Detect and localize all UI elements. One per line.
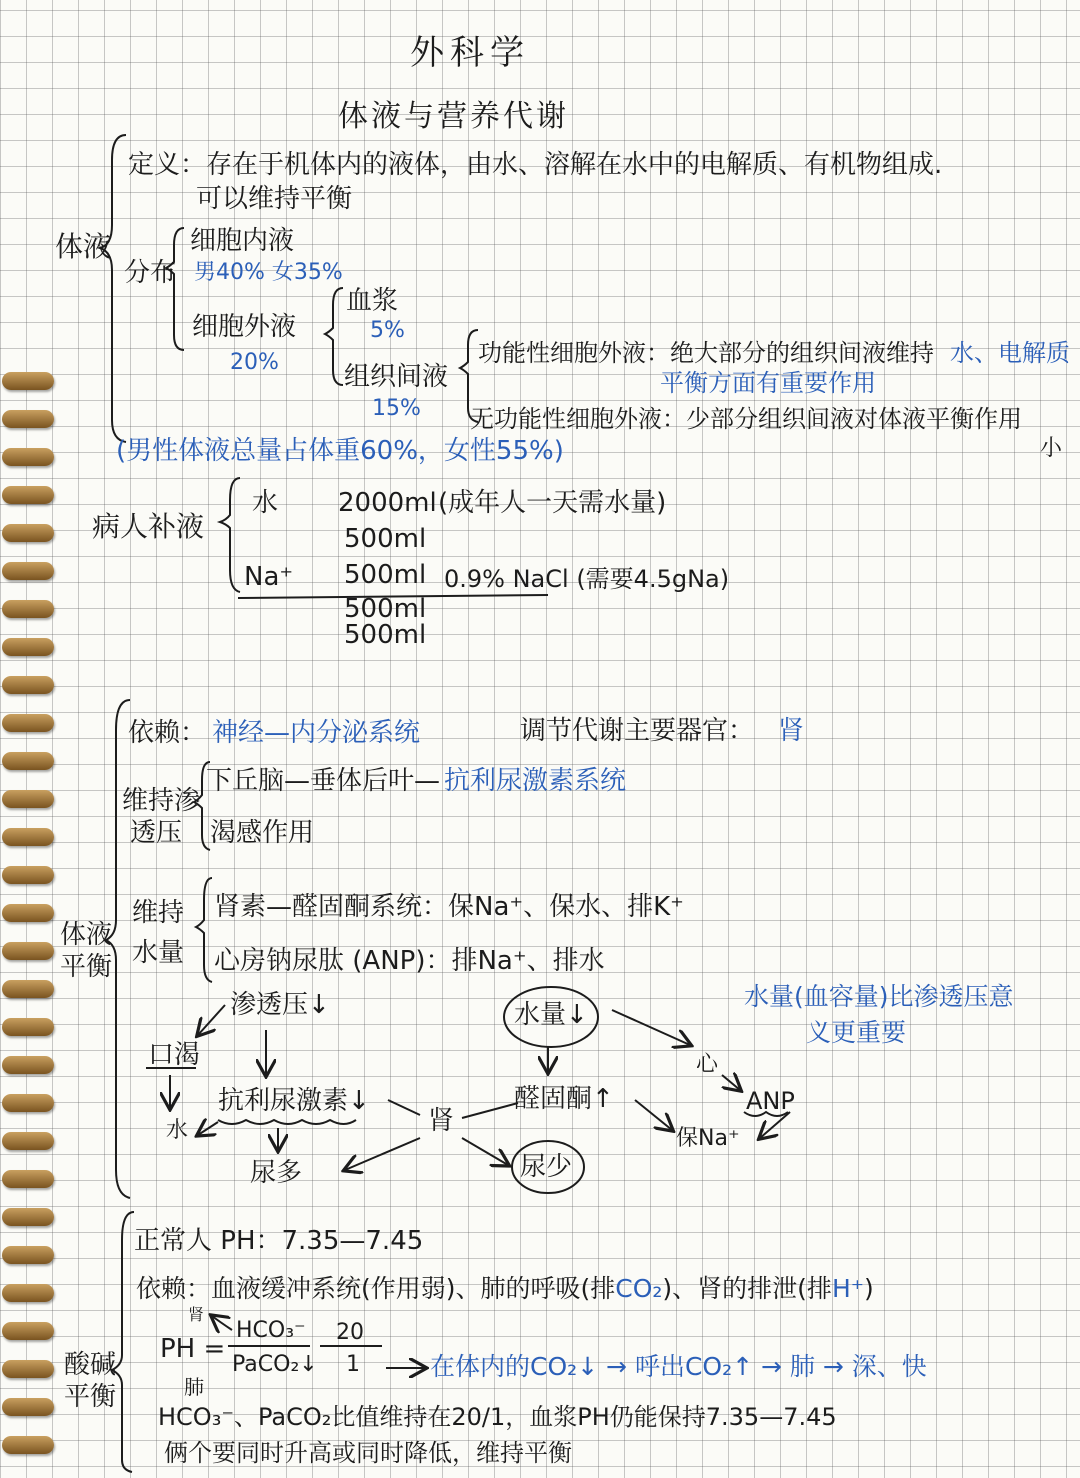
binder-ring bbox=[2, 828, 54, 846]
binder-ring bbox=[2, 790, 54, 808]
osmotic-item-1: 下丘脑—垂体后叶— bbox=[206, 766, 441, 796]
binder-ring bbox=[2, 1132, 54, 1150]
binder-ring bbox=[2, 1094, 54, 1112]
volume-label-1: 维持 bbox=[132, 898, 185, 928]
binder-ring bbox=[2, 1056, 54, 1074]
binder-ring bbox=[2, 714, 54, 732]
binder-ring bbox=[2, 1436, 54, 1454]
diagram-water: 水 bbox=[166, 1118, 189, 1143]
definition-continued: 可以维持平衡 bbox=[196, 184, 353, 214]
ph-label: PH = bbox=[160, 1334, 226, 1364]
amount-4: 500ml bbox=[344, 594, 427, 624]
spiral-binding bbox=[0, 0, 62, 1478]
binder-ring bbox=[2, 1246, 54, 1264]
organ-value: 肾 bbox=[778, 716, 805, 746]
binder-ring bbox=[2, 562, 54, 580]
binder-ring bbox=[2, 904, 54, 922]
balance-label-1: 体液 bbox=[60, 920, 113, 950]
binder-ring bbox=[2, 676, 54, 694]
diagram-osmotic-pressure: 渗透压↓ bbox=[230, 990, 330, 1020]
volume-item-2: 心房钠尿肽 (ANP)：排Na⁺、排水 bbox=[214, 946, 605, 976]
extracellular-percent: 20% bbox=[230, 350, 279, 375]
topic-label: 体液 bbox=[55, 230, 112, 263]
diagram-kidney: 肾 bbox=[428, 1106, 455, 1136]
co2-chain: 在体内的CO₂↓ → 呼出CO₂↑ → 肺 → 深、快 bbox=[430, 1352, 927, 1381]
functional-ecf: 功能性细胞外液：绝大部分的组织间液维持 bbox=[478, 339, 934, 367]
binder-ring bbox=[2, 638, 54, 656]
osmotic-item-1-blue: 抗利尿激素系统 bbox=[444, 766, 627, 796]
acid-base-rely bbox=[136, 1274, 874, 1304]
binder-ring bbox=[2, 980, 54, 998]
ph-denominator: PaCO₂↓ bbox=[232, 1352, 318, 1377]
plasma-label: 血浆 bbox=[346, 286, 399, 316]
nonfunctional-ecf: 无功能性细胞外液：少部分组织间液对体液平衡作用 bbox=[470, 405, 1022, 433]
functional-ecf-blue-2: 平衡方面有重要作用 bbox=[660, 369, 876, 397]
section-heading: 体液与营养代谢 bbox=[338, 99, 569, 134]
binder-ring bbox=[2, 752, 54, 770]
distribution-label: 分布 bbox=[124, 258, 177, 288]
balance-statement: 俩个要同时升高或同时降低，维持平衡 bbox=[164, 1439, 572, 1467]
volume-priority-note-1: 水量(血容量)比渗透压意 bbox=[744, 982, 1014, 1011]
binder-ring bbox=[2, 1322, 54, 1340]
kidney-small-label: 肾 bbox=[188, 1305, 205, 1324]
rely-value: 神经—内分泌系统 bbox=[212, 718, 421, 748]
intracellular-percent: 男40% 女35% bbox=[194, 260, 343, 285]
binder-ring bbox=[2, 1170, 54, 1188]
nonfunctional-ecf-tail: 小 bbox=[1040, 436, 1063, 461]
diagram-anp: ANP bbox=[746, 1087, 795, 1115]
ratio-denominator: 1 bbox=[346, 1352, 360, 1377]
osmotic-label-1: 维持渗 bbox=[122, 786, 201, 816]
binder-ring bbox=[2, 1018, 54, 1036]
binder-ring bbox=[2, 1398, 54, 1416]
binder-ring bbox=[2, 372, 54, 390]
diagram-urine-more: 尿多 bbox=[250, 1158, 303, 1188]
total-body-water-note: (男性体液总量占体重60%，女性55%) bbox=[116, 436, 564, 466]
binder-ring bbox=[2, 942, 54, 960]
organ-label: 调节代谢主要器官： bbox=[520, 716, 755, 746]
functional-ecf-blue: 水、电解质 bbox=[950, 339, 1070, 367]
ratio-statement: HCO₃⁻、PaCO₂比值维持在20/1，血浆PH仍能保持7.35—7.45 bbox=[158, 1403, 837, 1431]
volume-priority-note-2: 义更重要 bbox=[806, 1018, 907, 1047]
diagram-heart: 心 bbox=[696, 1052, 719, 1077]
ph-numerator: HCO₃⁻ bbox=[236, 1318, 306, 1343]
binder-ring bbox=[2, 486, 54, 504]
fluid-supply-label: 病人补液 bbox=[92, 510, 205, 543]
binder-ring bbox=[2, 524, 54, 542]
binder-ring bbox=[2, 1360, 54, 1378]
acid-base-rely-h: H⁺ bbox=[831, 1274, 864, 1303]
diagram-adh: 抗利尿激素↓ bbox=[218, 1086, 370, 1116]
diagram-water-volume: 水量↓ bbox=[514, 1000, 588, 1030]
acid-base-rely-text: 依赖：血液缓冲系统(作用弱)、肺的呼吸(排 bbox=[136, 1274, 616, 1303]
acid-base-rely-mid: )、肾的排泄(排 bbox=[662, 1274, 832, 1303]
amount-2: 500ml bbox=[344, 524, 427, 554]
binder-ring bbox=[2, 410, 54, 428]
acid-base-rely-co2: CO₂ bbox=[615, 1274, 663, 1303]
definition-text: 定义：存在于机体内的液体，由水、溶解在水中的电解质、有机物组成. bbox=[128, 150, 943, 180]
binder-ring bbox=[2, 1208, 54, 1226]
plasma-percent: 5% bbox=[370, 318, 405, 343]
page-title: 外科学 bbox=[410, 33, 530, 73]
sodium-label: Na⁺ bbox=[244, 562, 294, 592]
volume-item-1: 肾素—醛固酮系统：保Na⁺、保水、排K⁺ bbox=[214, 892, 684, 922]
water-amount: 2000ml bbox=[338, 488, 437, 518]
lung-small-label: 肺 bbox=[184, 1375, 204, 1399]
extracellular-label: 细胞外液 bbox=[192, 312, 297, 342]
acid-base-label-1: 酸碱 bbox=[64, 1350, 117, 1380]
normal-ph: 正常人 PH：7.35—7.45 bbox=[134, 1226, 424, 1256]
sodium-amount: 500ml bbox=[344, 560, 427, 590]
rely-label: 依赖： bbox=[128, 718, 207, 748]
binder-ring bbox=[2, 600, 54, 618]
sodium-note: 0.9% NaCl (需要4.5gNa) bbox=[444, 565, 730, 593]
interstitial-percent: 15% bbox=[372, 396, 421, 421]
intracellular-label: 细胞内液 bbox=[190, 226, 295, 256]
water-note: (成年人一天需水量) bbox=[438, 488, 667, 518]
diagram-aldosterone: 醛固酮↑ bbox=[514, 1084, 614, 1114]
binder-ring bbox=[2, 866, 54, 884]
osmotic-item-2: 渴感作用 bbox=[210, 818, 315, 848]
water-label: 水 bbox=[252, 488, 279, 518]
binder-ring bbox=[2, 448, 54, 466]
binder-ring bbox=[2, 1284, 54, 1302]
interstitial-label: 组织间液 bbox=[344, 362, 449, 392]
diagram-urine-less: 尿少 bbox=[520, 1152, 573, 1182]
acid-base-label-2: 平衡 bbox=[64, 1382, 117, 1412]
osmotic-label-2: 透压 bbox=[130, 818, 183, 848]
volume-label-2: 水量 bbox=[132, 938, 185, 968]
diagram-thirst: 口渴 bbox=[148, 1040, 201, 1070]
diagram-keep-sodium: 保Na⁺ bbox=[676, 1126, 740, 1151]
acid-base-rely-end: ) bbox=[863, 1274, 874, 1303]
amount-5: 500ml bbox=[344, 620, 427, 650]
balance-label-2: 平衡 bbox=[60, 952, 113, 982]
ratio-numerator: 20 bbox=[336, 1320, 364, 1345]
